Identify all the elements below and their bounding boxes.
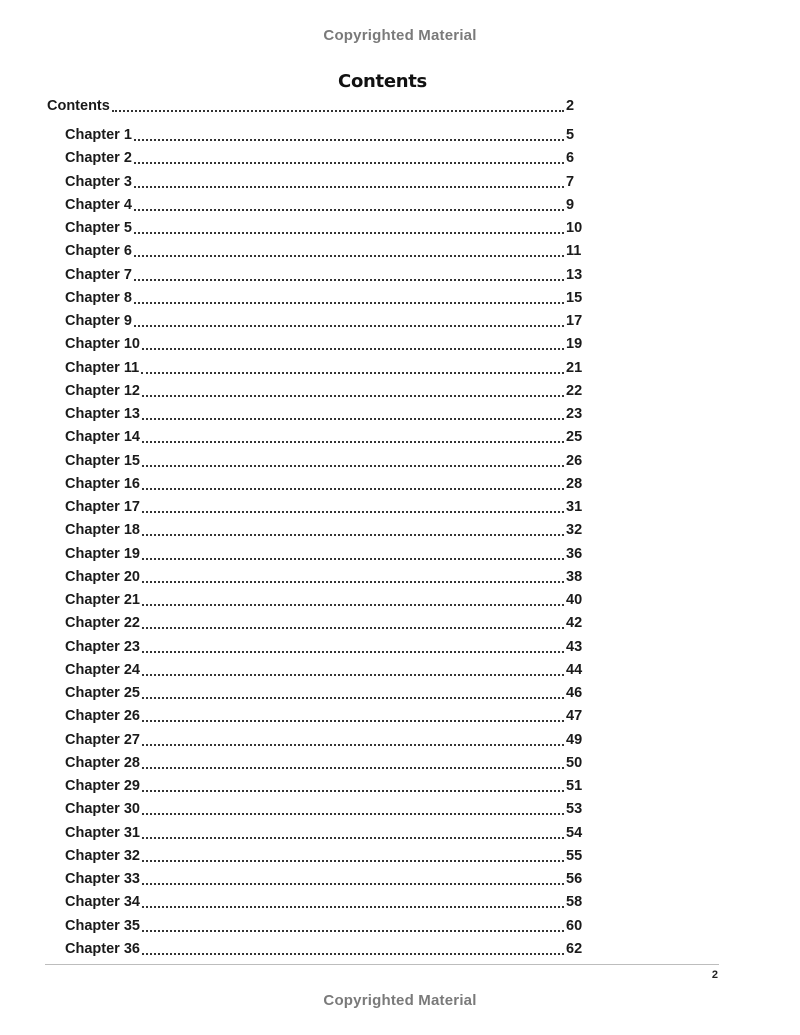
toc-entry-page: 62	[566, 940, 583, 957]
toc-dot-leader	[134, 209, 564, 211]
toc-dot-leader	[142, 720, 564, 722]
toc-entry-page: 38	[566, 568, 583, 585]
toc-entry-page: 51	[566, 778, 583, 794]
toc-entry-label: Chapter 10	[65, 336, 140, 353]
toc-entry-page: 44	[566, 661, 583, 678]
toc-entry-label: Chapter 36	[65, 940, 140, 957]
toc-entry-chapter-1[interactable]	[65, 125, 620, 145]
toc-entry-label: Chapter 9	[65, 313, 132, 329]
toc-dot-leader	[134, 325, 564, 327]
toc-entry-page: 53	[566, 801, 583, 818]
toc-entry-page: 36	[566, 545, 583, 562]
footer-rule	[45, 964, 719, 965]
toc-dot-leader	[134, 279, 564, 281]
toc-entry-label: Chapter 6	[65, 243, 132, 260]
toc-entry-label: Chapter 18	[65, 522, 140, 539]
toc-entry-page: 31	[566, 499, 583, 515]
toc-entry-label: Chapter 25	[65, 685, 140, 701]
page-number: 2	[711, 969, 718, 981]
toc-entry-page: 9	[566, 196, 575, 213]
toc-entry-chapter-3[interactable]	[65, 172, 620, 192]
toc-entry-label: Chapter 27	[65, 731, 140, 748]
toc-dot-leader	[142, 930, 564, 932]
toc-dot-leader	[134, 255, 564, 257]
toc-entry-page: 25	[566, 429, 583, 446]
toc-entry-page: 28	[566, 475, 583, 492]
toc-dot-leader	[142, 744, 564, 746]
toc-entry-label: Contents	[47, 98, 110, 114]
toc-entry-page: 46	[566, 685, 583, 701]
toc-entry-page: 13	[566, 266, 583, 283]
toc-entry-chapter-33[interactable]	[65, 869, 620, 889]
copyright-watermark-bottom: Copyrighted Material	[323, 992, 477, 1009]
toc-entry-chapter-20[interactable]	[65, 567, 620, 587]
toc-entry-page: 32	[566, 522, 583, 539]
toc-entry-label: Chapter 23	[65, 638, 140, 655]
toc-dot-leader	[142, 767, 564, 769]
toc-entry-label: Chapter 34	[65, 894, 140, 911]
toc-dot-leader	[142, 627, 564, 629]
toc-dot-leader	[142, 906, 564, 908]
toc-dot-leader	[142, 534, 564, 536]
toc-entry-label: Chapter 15	[65, 452, 140, 469]
toc-entry-chapter-35[interactable]	[65, 916, 620, 936]
toc-entry-page: 22	[566, 382, 583, 399]
toc-entry-page: 40	[566, 592, 583, 608]
toc-entry-label: Chapter 20	[65, 568, 140, 585]
toc-entry-label: Chapter 14	[65, 429, 140, 446]
toc-entry-label: Chapter 21	[65, 592, 140, 608]
toc-dot-leader	[142, 697, 564, 699]
toc-dot-leader	[134, 139, 564, 141]
toc-entry-chapter-23[interactable]	[65, 637, 620, 657]
toc-entry-chapter-9[interactable]	[65, 311, 620, 331]
toc-entry-label: Chapter 30	[65, 801, 140, 818]
toc-entry-chapter-5[interactable]	[65, 218, 620, 238]
toc-entry-chapter-4[interactable]	[65, 195, 620, 215]
toc-entry-chapter-36[interactable]	[65, 939, 620, 959]
toc-entry-page: 49	[566, 731, 583, 748]
toc-entry-page: 7	[566, 173, 575, 190]
toc-entry-chapter-13[interactable]	[65, 404, 620, 424]
toc-dot-leader	[142, 674, 564, 676]
toc-entry-chapter-2[interactable]	[65, 148, 620, 168]
toc-entry-chapter-25[interactable]	[65, 683, 620, 703]
toc-entry-chapter-11[interactable]	[65, 358, 620, 378]
toc-entry-chapter-7[interactable]	[65, 265, 620, 285]
toc-entry-label: Chapter 35	[65, 917, 140, 934]
toc-dot-leader	[142, 418, 564, 420]
toc-dot-leader	[142, 651, 564, 653]
toc-dot-leader	[142, 883, 564, 885]
toc-entry-chapter-27[interactable]	[65, 730, 620, 750]
toc-dot-leader	[142, 837, 564, 839]
toc-entry-page: 6	[566, 150, 575, 167]
toc-entry-chapter-28[interactable]	[65, 753, 620, 773]
toc-entry-page: 58	[566, 894, 583, 911]
toc-entry-label: Chapter 31	[65, 824, 140, 841]
toc-entry-label: Chapter 2	[65, 150, 132, 167]
toc-entry-page: 19	[566, 336, 583, 353]
toc-entry-chapter-21[interactable]	[65, 590, 620, 610]
toc-entry-label: Chapter 5	[65, 220, 132, 236]
toc-dot-leader	[142, 604, 564, 606]
toc-entry-page: 56	[566, 871, 583, 887]
toc-entry-page: 10	[566, 220, 583, 236]
toc-entry-page: 54	[566, 824, 583, 841]
toc-entry-page: 11	[566, 243, 582, 260]
toc-entry-label: Chapter 22	[65, 615, 140, 632]
toc-entry-chapter-10[interactable]	[65, 334, 620, 354]
toc-entry-label: Chapter 8	[65, 289, 132, 306]
toc-dot-leader	[142, 465, 564, 467]
toc-title: Contents	[338, 71, 427, 92]
toc-dot-leader	[134, 232, 564, 234]
toc-entry-chapter-12[interactable]	[65, 381, 620, 401]
toc-entry-page: 23	[566, 406, 583, 422]
copyright-watermark-top: Copyrighted Material	[323, 27, 477, 44]
toc-entry-page: 50	[566, 754, 583, 771]
toc-dot-leader	[142, 511, 564, 513]
toc-entry-chapter-29[interactable]	[65, 776, 620, 796]
toc-entry-label: Chapter 29	[65, 778, 140, 794]
toc-dot-leader	[142, 860, 564, 862]
toc-dot-leader	[142, 790, 564, 792]
toc-entry-page: 5	[566, 127, 575, 143]
toc-entry-contents[interactable]	[47, 96, 587, 116]
toc-entry-chapter-6[interactable]	[65, 241, 620, 261]
toc-dot-leader	[134, 302, 564, 304]
toc-entry-page: 47	[566, 708, 583, 725]
toc-entry-label: Chapter 32	[65, 847, 140, 864]
toc-entry-chapter-30[interactable]	[65, 799, 620, 819]
toc-entry-chapter-22[interactable]	[65, 613, 620, 633]
toc-entry-chapter-18[interactable]	[65, 520, 620, 540]
toc-entry-label: Chapter 12	[65, 382, 140, 399]
toc-entry-page: 60	[566, 917, 583, 934]
toc-entry-chapter-15[interactable]	[65, 451, 620, 471]
toc-entry-chapter-32[interactable]	[65, 846, 620, 866]
toc-dot-leader	[134, 162, 564, 164]
toc-entry-label: Chapter 28	[65, 754, 140, 771]
toc-dot-leader	[142, 581, 564, 583]
toc-entry-page: 55	[566, 847, 583, 864]
toc-dot-leader	[142, 348, 564, 350]
toc-entry-chapter-17[interactable]	[65, 497, 620, 517]
toc-entry-label: Chapter 17	[65, 499, 140, 515]
toc-entry-label: Chapter 11	[65, 359, 140, 376]
toc-dot-leader	[142, 395, 564, 397]
toc-entry-label: Chapter 33	[65, 871, 140, 887]
toc-entry-chapter-8[interactable]	[65, 288, 620, 308]
toc-dot-leader	[142, 441, 564, 443]
toc-dot-leader	[142, 953, 564, 955]
toc-entry-page: 42	[566, 615, 583, 632]
toc-entry-label: Chapter 16	[65, 475, 140, 492]
toc-entry-chapter-16[interactable]	[65, 474, 620, 494]
toc-dot-leader	[142, 558, 564, 560]
toc-entry-chapter-34[interactable]	[65, 892, 620, 912]
toc-entry-label: Chapter 3	[65, 173, 132, 190]
toc-dot-leader	[134, 186, 564, 188]
toc-entry-page: 26	[566, 452, 583, 469]
toc-entry-label: Chapter 1	[65, 127, 132, 143]
toc-dot-leader	[141, 372, 564, 374]
toc-entry-label: Chapter 7	[65, 266, 132, 283]
toc-entry-chapter-24[interactable]	[65, 660, 620, 680]
toc-entry-label: Chapter 19	[65, 545, 140, 562]
toc-entry-label: Chapter 13	[65, 406, 140, 422]
toc-entry-chapter-19[interactable]	[65, 544, 620, 564]
toc-dot-leader	[142, 813, 564, 815]
toc-entry-label: Chapter 24	[65, 661, 140, 678]
toc-dot-leader	[142, 488, 564, 490]
toc-entry-page: 15	[566, 289, 583, 306]
toc-entry-chapter-31[interactable]	[65, 823, 620, 843]
toc-entry-page: 43	[566, 638, 583, 655]
toc-entry-label: Chapter 4	[65, 196, 132, 213]
toc-entry-label: Chapter 26	[65, 708, 140, 725]
toc-entry-page: 17	[566, 313, 583, 329]
toc-entry-page: 2	[566, 98, 575, 114]
toc-entry-chapter-14[interactable]	[65, 427, 620, 447]
toc-entry-chapter-26[interactable]	[65, 706, 620, 726]
toc-dot-leader	[112, 110, 564, 112]
toc-entry-page: 21	[566, 359, 583, 376]
